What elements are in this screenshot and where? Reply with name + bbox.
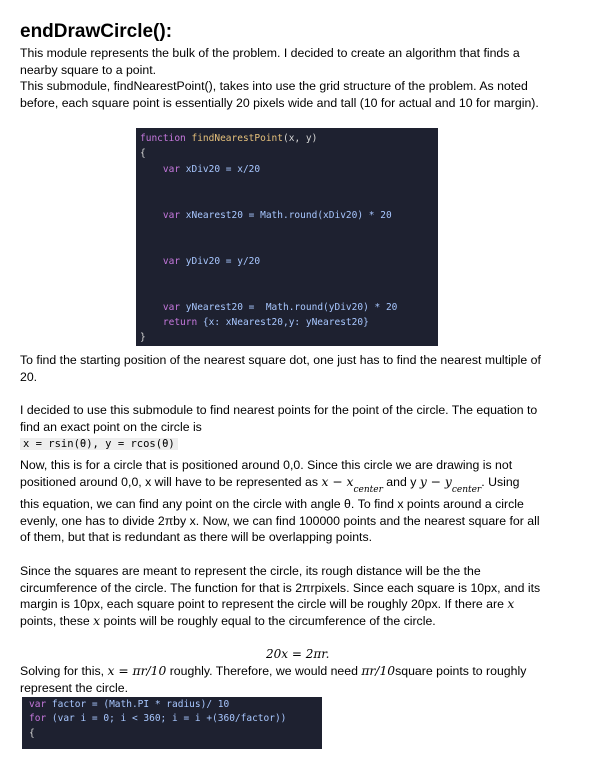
paragraph-5-line-2: circumference of the circle. The function for that is 2πrpixels. Since each square is 10px, and its <box>20 581 541 595</box>
paragraph-2-line-2: 20. <box>20 370 38 384</box>
paragraph-3-line-1: I decided to use this submodule to find nearest points for the point of the circle. The equation to <box>20 403 538 417</box>
paragraph-5-line-3: margin is 10px, each square point to represent the circle will be roughly 20px. If there are x <box>20 597 515 611</box>
paragraph-2-line-1: To find the starting position of the nearest square dot, one just has to find the nearest multiple of <box>20 353 541 367</box>
inline-code: x = rsin(θ), y = rcos(θ) <box>20 438 178 450</box>
intro-line-2: nearby square to a point. <box>20 63 157 77</box>
paragraph-5-line-4: points, these x points will be roughly equal to the circumference of the circle. <box>20 614 436 628</box>
intro-line-1: This module represents the bulk of the problem. I decided to create an algorithm that finds a <box>20 46 520 60</box>
code-line: var factor = (Math.PI * radius)/ 10 <box>29 699 230 710</box>
intro-line-4: before, each square point is essentially 20 pixels wide and tall (10 for actual and 10 for margin). <box>20 96 539 110</box>
code-line: { <box>29 728 35 739</box>
intro-line-3: This submodule, findNearestPoint(), takes into use the grid structure of the problem. As noted <box>20 79 528 93</box>
paragraph-4-line-1: Now, this is for a circle that is positioned around 0,0. Since this circle we are drawing is not <box>20 458 513 472</box>
code-block-find-nearest-point <box>136 128 438 346</box>
code-block-loop <box>22 697 322 749</box>
code-line: return {x: xNearest20,y: yNearest20} <box>140 317 369 328</box>
code-line: for (var i = 0; i < 360; i = i +(360/factor)) <box>29 713 287 724</box>
paragraph-4-line-4: evenly, one has to divide 2πby x. Now, we can find 100000 points and the nearest square for all <box>20 514 540 528</box>
code-line: function findNearestPoint(x, y) <box>140 133 318 144</box>
code-line: var yDiv20 = y/20 <box>140 256 261 267</box>
code-line: var yNearest20 = Math.round(yDiv20) * 20 <box>140 302 398 313</box>
paragraph-4-line-5: of them, but that is redundant as there will be overlapping points. <box>20 530 373 544</box>
code-line: } <box>140 332 146 343</box>
code-line: { <box>140 148 146 159</box>
paragraph-6-line-1: Solving for this, x = πr/10 roughly. Therefore, we would need πr/10square points to roughly <box>20 664 527 678</box>
page-heading: endDrawCircle(): <box>20 21 173 42</box>
paragraph-6-line-2: represent the circle. <box>20 681 128 695</box>
paragraph-4-line-3: this equation, we can find any point on the circle with angle θ. To find x points around a circle <box>20 497 524 511</box>
code-line: var xDiv20 = x/20 <box>140 164 261 175</box>
paragraph-5-line-1: Since the squares are meant to represent the circle, its rough distance will be the the <box>20 564 481 578</box>
equation-inline <box>20 435 178 453</box>
paragraph-4-line-2: positioned around 0,0, x will have to be represented as $x - x_{center}$ and y $y - y_{center}$. Using <box>20 475 520 495</box>
display-equation: 20x = 2πr. <box>266 647 330 661</box>
paragraph-3-line-2: find an exact point on the circle is <box>20 420 202 434</box>
code-line: var xNearest20 = Math.round(xDiv20) * 20 <box>140 210 392 221</box>
